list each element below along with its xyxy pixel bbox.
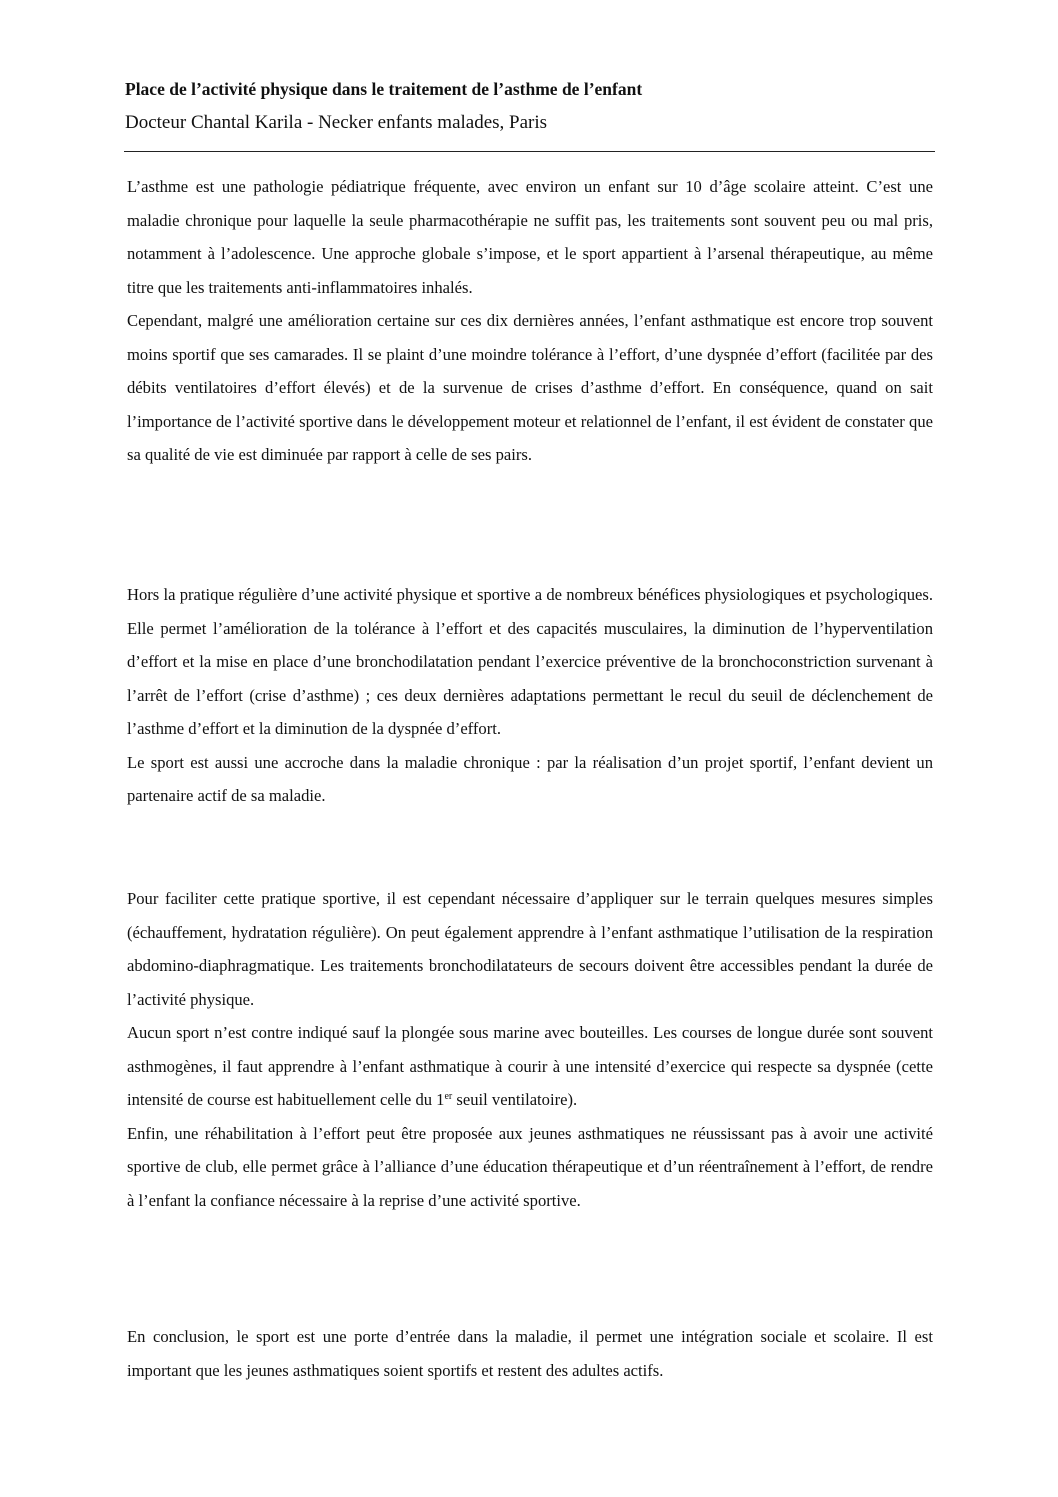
paragraph-2: Cependant, malgré une amélioration certaine sur ces dix dernières années, l’enfant asthmatique est encore trop souvent moins sportif que ses camarades. Il se plaint d’une moindre tolérance à l’effort, d’une dyspnée d’effort (facilitée par des débits ventilatoires d’effort élevés) et de la survenue de crises d’asthme d’effort. En conséquence, quand on sait l’importance de l’activité sportive dans le développement moteur et relationnel de l’enfant, il est évident de constater que sa qualité de vie est diminuée par rapport à celle de ses pairs. <box>127 311 933 464</box>
section-conclusion <box>127 1320 933 1387</box>
paragraph-4: Le sport est aussi une accroche dans la maladie chronique : par la réalisation d’un projet sportif, l’enfant devient un partenaire actif de sa maladie. <box>127 752 933 805</box>
paragraph-7: Enfin, une réhabilitation à l’effort peut être proposée aux jeunes asthmatiques ne réussissant pas à avoir une activité sportive de club, elle permet grâce à l’alliance d’une éducation thérapeutique et d’un réentraînement à l’effort, de rendre à l’enfant la confiance nécessaire à la reprise d’une activité sportive. <box>127 1123 933 1210</box>
paragraph-6-text-end: seuil ventilatoire). <box>452 1090 578 1109</box>
paragraph-8: En conclusion, le sport est une porte d’entrée dans la maladie, il permet une intégration sociale et scolaire. Il est important que les jeunes asthmatiques soient sportifs et restent des adultes actifs. <box>127 1327 933 1380</box>
section-benefits <box>127 578 933 813</box>
document-author: Docteur Chantal Karila - Necker enfants malades, Paris <box>125 112 548 133</box>
document-title: Place de l’activité physique dans le traitement de l’asthme de l’enfant <box>125 79 643 99</box>
section-practice <box>127 882 933 1217</box>
paragraph-6-text-start: Aucun sport n’est contre indiqué sauf la plongée sous marine avec bouteilles. Les courses de longue durée sont souvent asthmogènes, il faut apprendre à l’enfant asthmatique à courir à une intensité d’exercice qui respecte sa dyspnée (cette intensité de course est habituellement celle du 1 <box>127 1023 933 1109</box>
paragraph-3: Hors la pratique régulière d’une activité physique et sportive a de nombreux bénéfices physiologiques et psychologiques. Elle permet l’amélioration de la tolérance à l’effort et des capacités musculaires, la diminution de l’hyperventilation d’effort et la mise en place d’une bronchodilatation pendant l’exercice préventive de la bronchoconstriction survenant à l’arrêt de l’effort (crise d’asthme) ; ces deux dernières adaptations permettant le recul du seuil de déclenchement de l’asthme d’effort et la diminution de la dyspnée d’effort. <box>127 585 933 738</box>
section-introduction <box>127 170 933 472</box>
paragraph-6 <box>127 1016 933 1117</box>
ordinal-superscript: er <box>444 1091 453 1102</box>
paragraph-1: L’asthme est une pathologie pédiatrique fréquente, avec environ un enfant sur 10 d’âge scolaire atteint. C’est une maladie chronique pour laquelle la seule pharmacothérapie ne suffit pas, les traitements sont souvent peu ou mal pris, notamment à l’adolescence. Une approche globale s’impose, et le sport appartient à l’arsenal thérapeutique, au même titre que les traitements anti-inflammatoires inhalés. <box>127 177 933 297</box>
paragraph-5: Pour faciliter cette pratique sportive, il est cependant nécessaire d’appliquer sur le terrain quelques mesures simples (échauffement, hydratation régulière). On peut également apprendre à l’enfant asthmatique l’utilisation de la respiration abdomino-diaphragmatique. Les traitements bronchodilatateurs de secours doivent être accessibles pendant la durée de l’activité physique. <box>127 889 933 1009</box>
header-divider <box>124 151 935 152</box>
